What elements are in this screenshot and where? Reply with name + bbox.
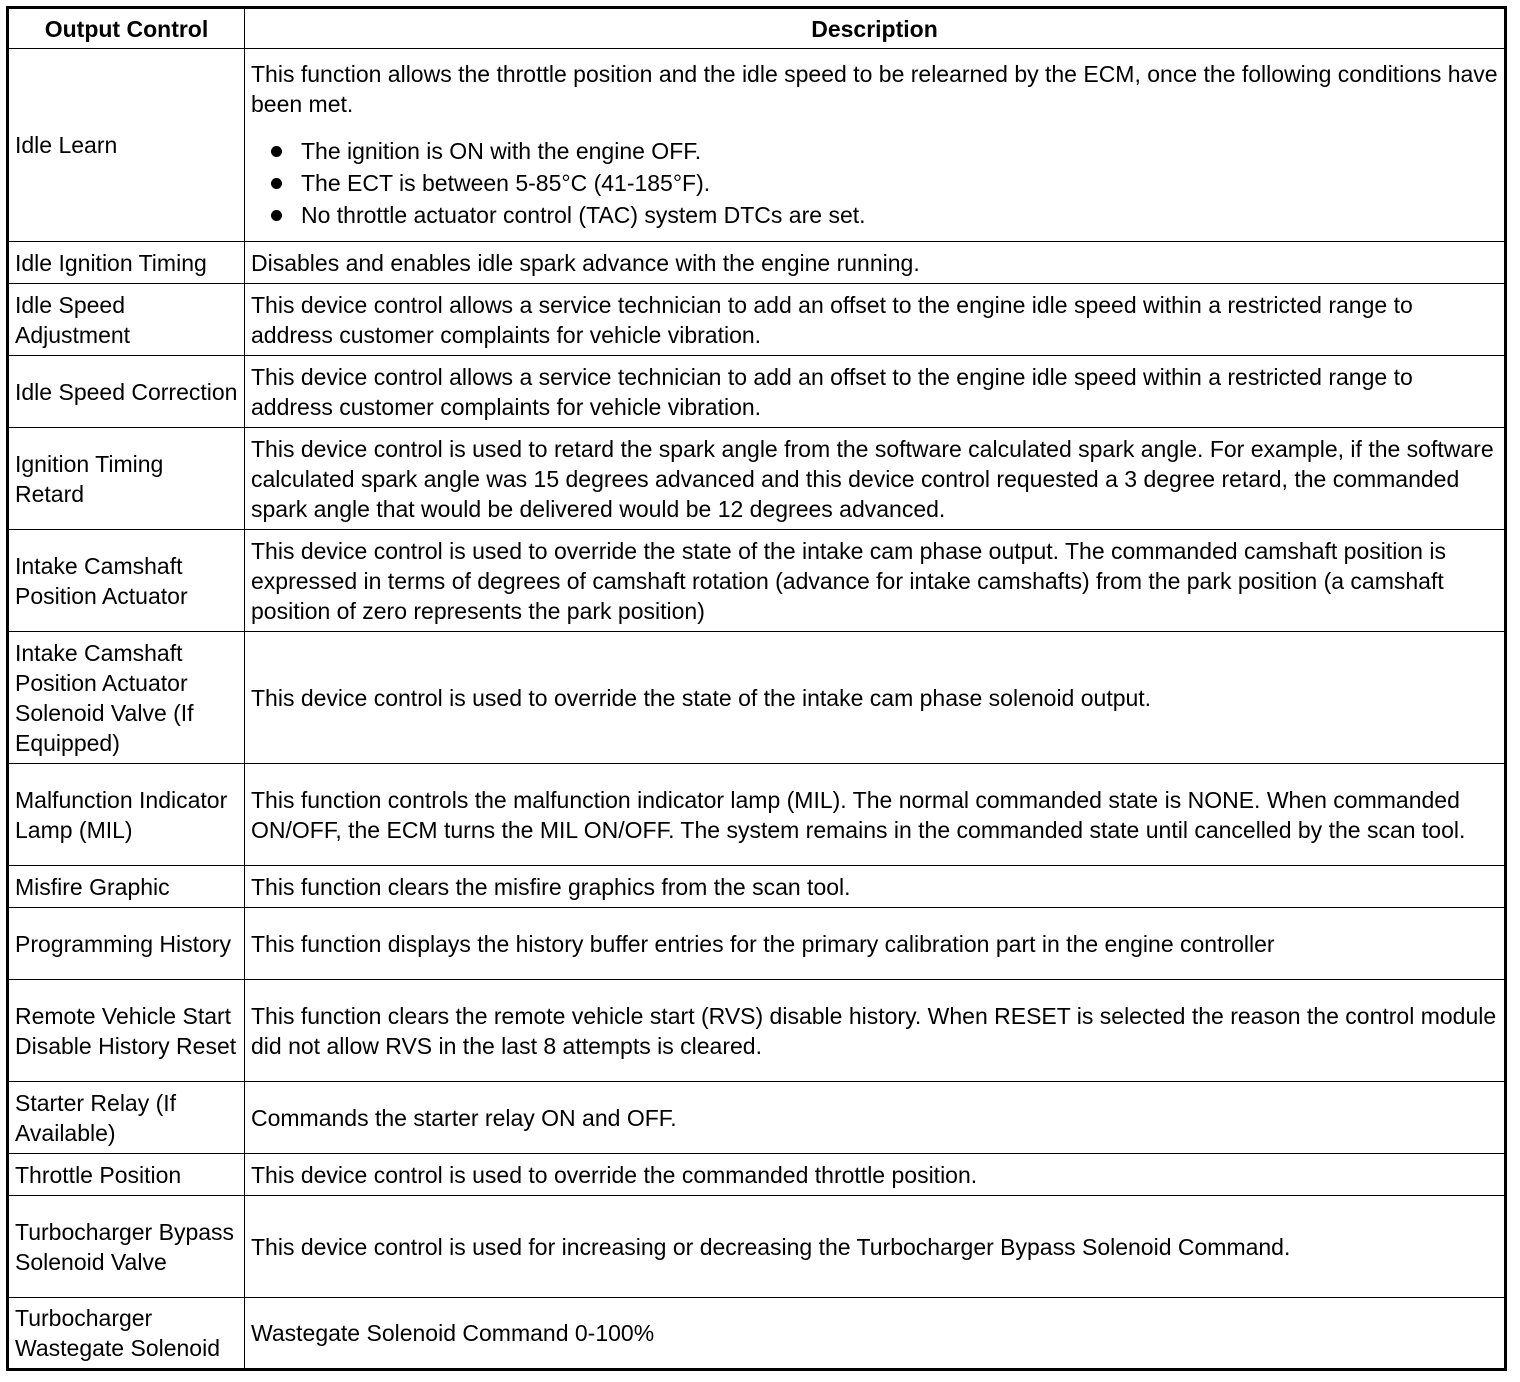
- table-row-idle-learn: [8, 49, 1506, 242]
- table-row: [8, 908, 1506, 980]
- description-cell: This device control is used to retard the spark angle from the software calculated spark angle. For example, if the software calculated spark angle was 15 degrees advanced and this device control requested a 3 degree retard, the commanded spark angle that would be delivered would be 12 degrees advanced.: [245, 428, 1506, 530]
- description-cell: This device control allows a service technician to add an offset to the engine idle speed within a restricted range to address customer complaints for vehicle vibration.: [245, 284, 1506, 356]
- description-cell: This device control allows a service technician to add an offset to the engine idle speed within a restricted range to address customer complaints for vehicle vibration.: [245, 356, 1506, 428]
- table-row: [8, 1082, 1506, 1154]
- table-row: [8, 284, 1506, 356]
- description-cell: This function controls the malfunction indicator lamp (MIL). The normal commanded state is NONE. When commanded ON/OFF, the ECM turns the MIL ON/OFF. The system remains in the commanded state until cancelled by the scan tool.: [245, 764, 1506, 866]
- table-row: [8, 866, 1506, 908]
- control-name: Idle Speed Correction: [8, 356, 245, 428]
- table-row: [8, 356, 1506, 428]
- control-name: Intake Camshaft Position Actuator: [8, 530, 245, 632]
- description-cell: Disables and enables idle spark advance with the engine running.: [245, 242, 1506, 284]
- table-row: [8, 1196, 1506, 1298]
- table-row: [8, 764, 1506, 866]
- table-row: [8, 428, 1506, 530]
- table-row: [8, 242, 1506, 284]
- table-row: [8, 980, 1506, 1082]
- header-output-control: Output Control: [8, 8, 245, 49]
- control-name: Ignition Timing Retard: [8, 428, 245, 530]
- list-item: The ignition is ON with the engine OFF.: [251, 135, 1498, 167]
- description-cell: This device control is used to override the state of the intake cam phase solenoid output.: [245, 632, 1506, 764]
- control-name: Starter Relay (If Available): [8, 1082, 245, 1154]
- control-name: Idle Ignition Timing: [8, 242, 245, 284]
- description-cell: This device control is used to override the state of the intake cam phase output. The commanded camshaft position is expressed in terms of degrees of camshaft rotation (advance for intake camshafts) from the park position (a camshaft position of zero represents the park position): [245, 530, 1506, 632]
- table-row: [8, 1298, 1506, 1370]
- list-item: The ECT is between 5-85°C (41-185°F).: [251, 167, 1498, 199]
- table-row: [8, 1154, 1506, 1196]
- control-name: Malfunction Indicator Lamp (MIL): [8, 764, 245, 866]
- control-name: Throttle Position: [8, 1154, 245, 1196]
- conditions-list: [251, 135, 1498, 231]
- table-row: [8, 530, 1506, 632]
- description-cell: This function clears the misfire graphics from the scan tool.: [245, 866, 1506, 908]
- control-name: Turbocharger Wastegate Solenoid: [8, 1298, 245, 1370]
- description-cell: This device control is used for increasing or decreasing the Turbocharger Bypass Solenoid Command.: [245, 1196, 1506, 1298]
- header-row: [8, 8, 1506, 49]
- description-cell: This function clears the remote vehicle start (RVS) disable history. When RESET is selected the reason the control module did not allow RVS in the last 8 attempts is cleared.: [245, 980, 1506, 1082]
- control-name: Idle Speed Adjustment: [8, 284, 245, 356]
- control-name: Programming History: [8, 908, 245, 980]
- description-intro: This function allows the throttle position and the idle speed to be relearned by the ECM, once the following conditions have been met.: [251, 61, 1498, 117]
- description-cell: Wastegate Solenoid Command 0-100%: [245, 1298, 1506, 1370]
- control-name: Idle Learn: [8, 49, 245, 242]
- header-description: Description: [245, 8, 1506, 49]
- table-row: [8, 632, 1506, 764]
- description-cell: This device control is used to override the commanded throttle position.: [245, 1154, 1506, 1196]
- control-name: Misfire Graphic: [8, 866, 245, 908]
- description-cell: This function displays the history buffer entries for the primary calibration part in the engine controller: [245, 908, 1506, 980]
- description-cell: Commands the starter relay ON and OFF.: [245, 1082, 1506, 1154]
- output-control-table: [6, 6, 1507, 1371]
- control-name: Turbocharger Bypass Solenoid Valve: [8, 1196, 245, 1298]
- control-name: Intake Camshaft Position Actuator Solenoid Valve (If Equipped): [8, 632, 245, 764]
- description-cell: [245, 49, 1506, 242]
- control-name: Remote Vehicle Start Disable History Reset: [8, 980, 245, 1082]
- list-item: No throttle actuator control (TAC) system DTCs are set.: [251, 199, 1498, 231]
